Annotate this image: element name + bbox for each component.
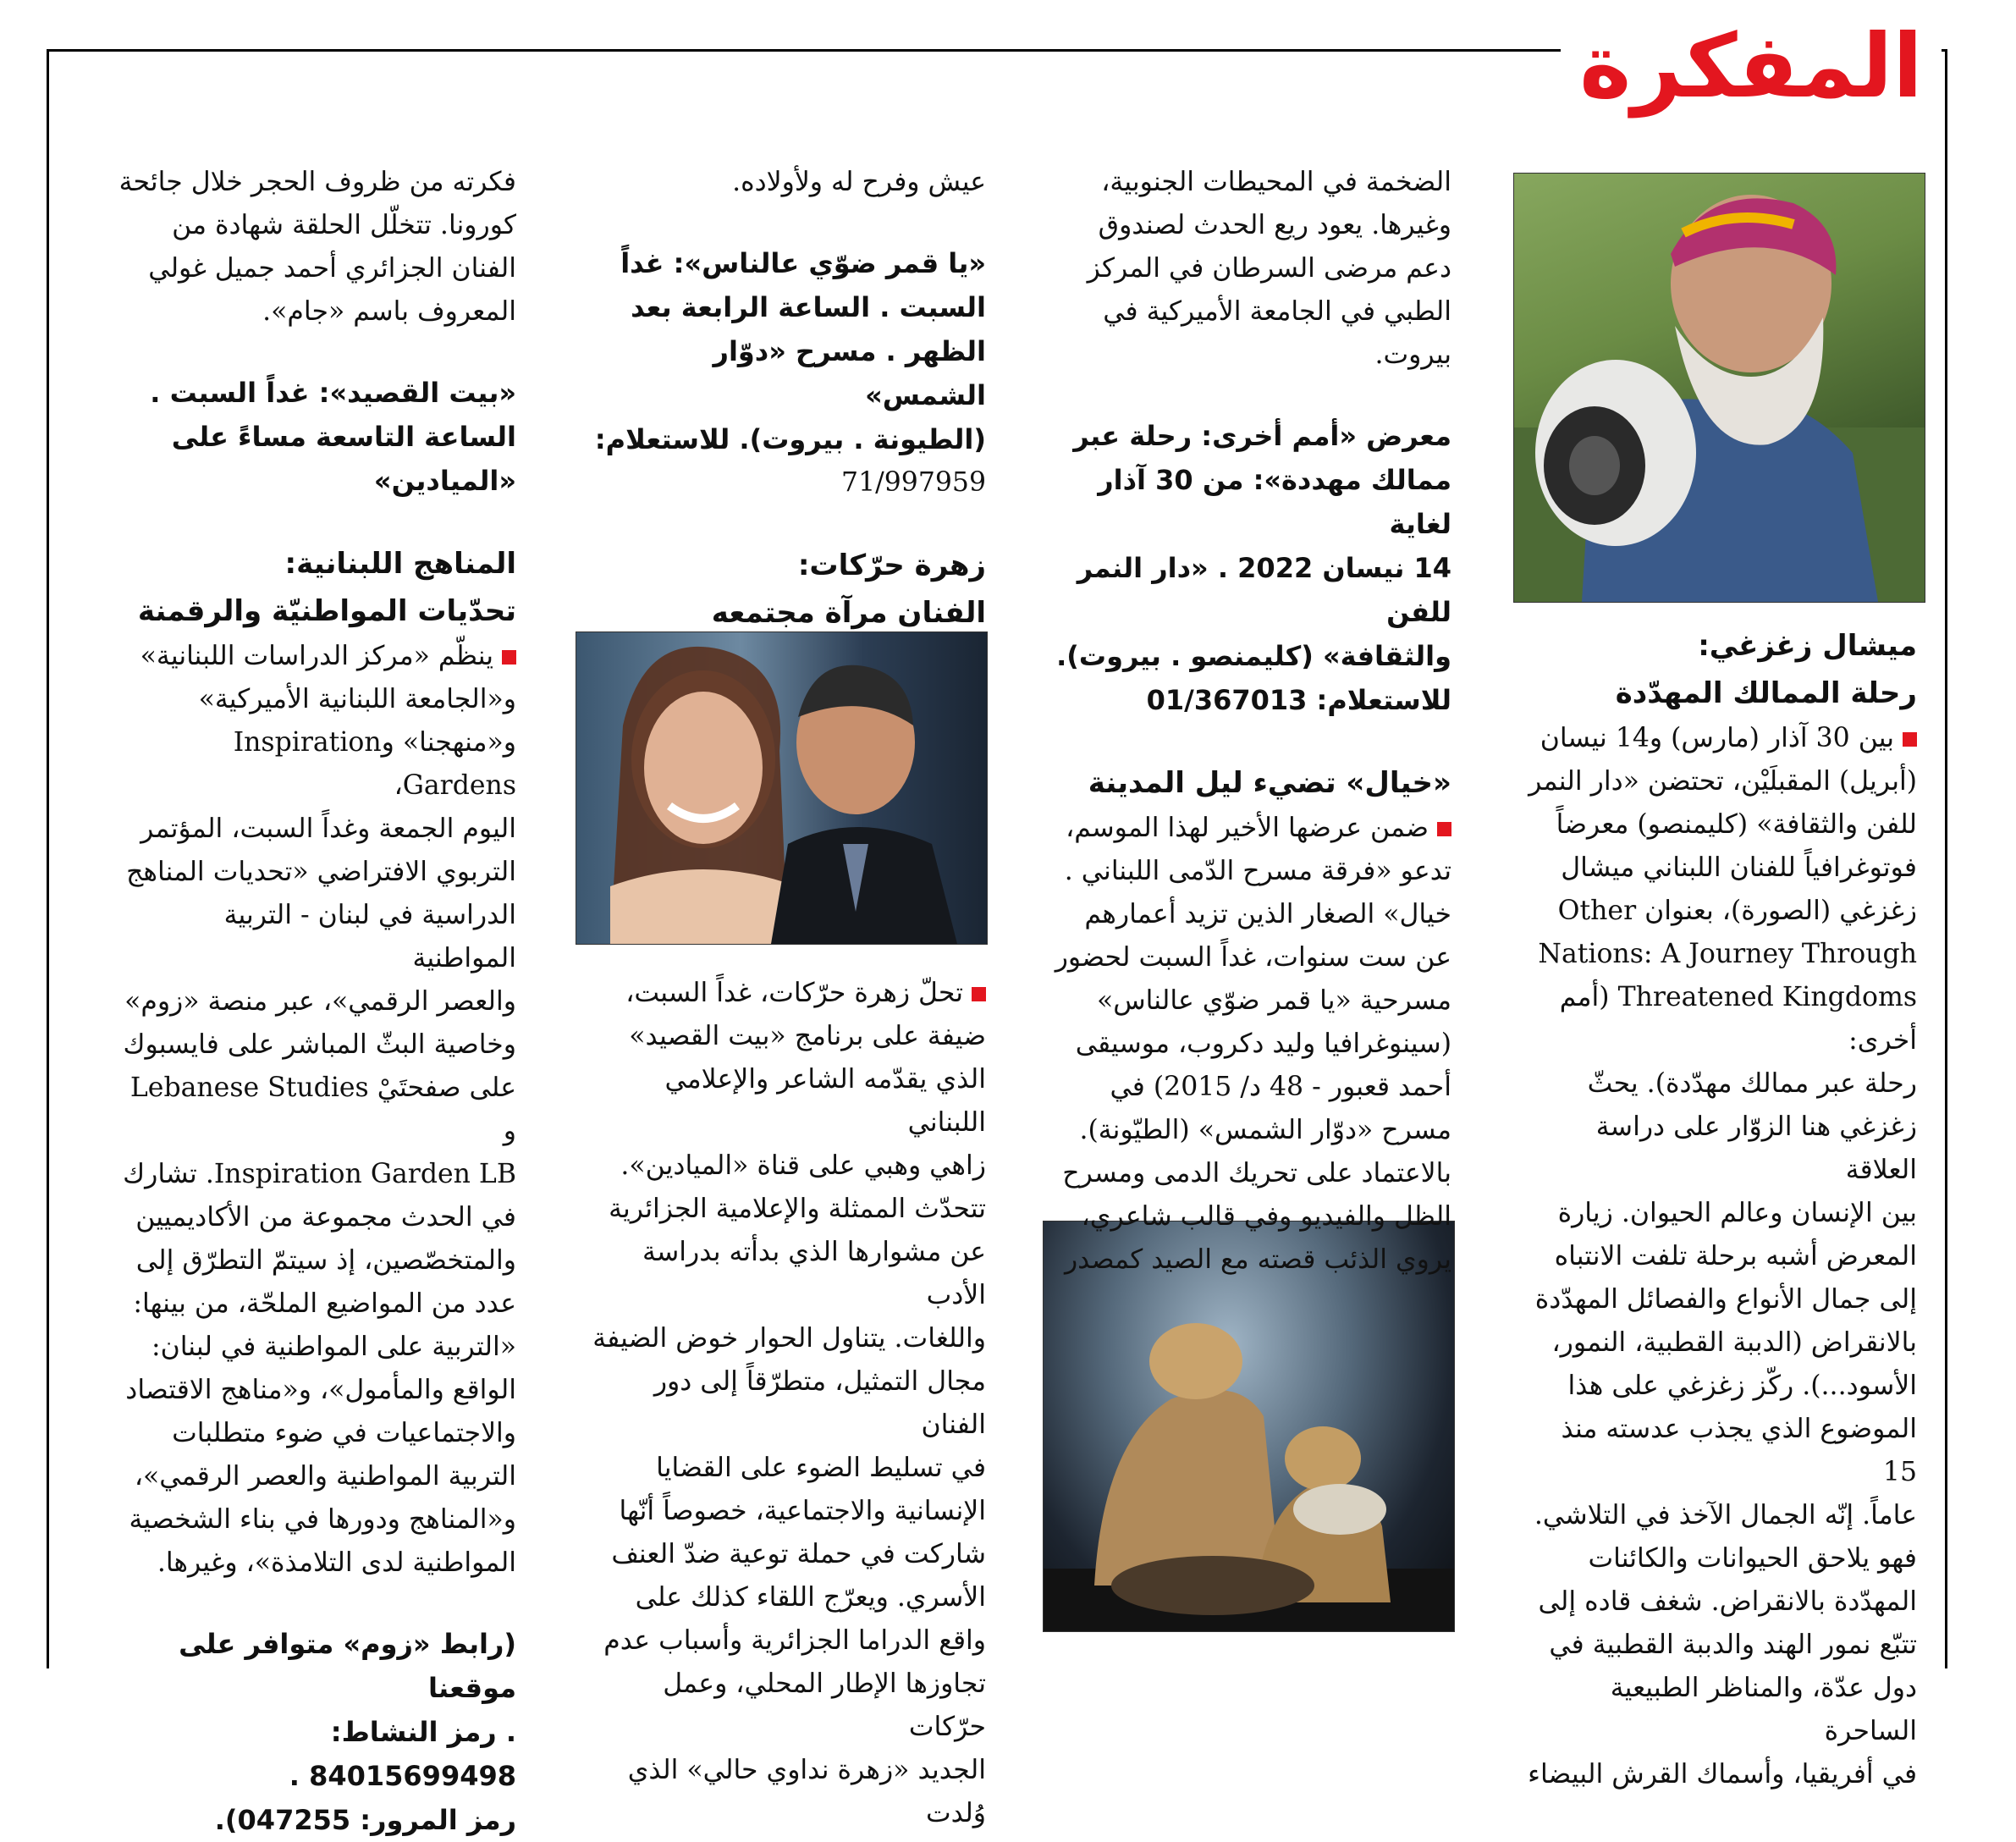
body-line: ينظّم «مركز الدراسات اللبنانية» (118, 635, 516, 678)
body-line: Threatened Kingdoms (أمم أخرى: (1559, 982, 1917, 1056)
body-line: زاهي وهبي على قناة «الميادين». (620, 1150, 986, 1181)
bullet-square-icon (1437, 822, 1451, 836)
body-line: عن مشوارها الذي بدأته بدراسة الأدب (642, 1237, 986, 1310)
photo-zahra-harkat (576, 631, 988, 945)
column-michel (1519, 622, 1917, 1796)
body-line: اليوم الجمعة وغداً السبت، المؤتمر (140, 813, 516, 844)
body-line: الدراسية في لبنان - التربية المواطنية (223, 900, 516, 973)
body-line: واللغات. يتناول الحوار خوض الضيفة (592, 1323, 986, 1354)
body-line: شاركت في حملة توعية ضدّ العنف (611, 1539, 986, 1569)
event-info-line: معرض «أمم أخرى: رحلة عبر (1073, 420, 1451, 452)
article-title-curricula-2: تحدّيات المواطنيّة والرقمنة (137, 594, 516, 628)
footer-info-line: (رابط «زوم» متوافر على موقعنا (179, 1628, 516, 1704)
body-line: التربوي الافتراضي «تحديات المناهج (126, 857, 516, 887)
body-line: تتحدّث الممثلة والإعلامية الجزائرية (609, 1194, 986, 1224)
body-line: الفنان الجزائري أحمد جميل غولي (148, 253, 516, 284)
body-line: مسرح «دوّار الشمس» (الطيّونة). (1079, 1115, 1451, 1145)
masthead-title: المفكرة (1579, 14, 1923, 118)
event-info-line: 14 نيسان 2022 . «دار النمر للفن (1077, 552, 1451, 628)
event-info-line: للاستعلام: 01/367013 (1146, 684, 1451, 716)
body-line: عيش وفرح له ولأولاده. (732, 167, 986, 197)
body-line: والعصر الرقمي»، عبر منصة «زوم» (124, 986, 516, 1017)
body-line: بالاعتماد على تحريك الدمى ومسرح (1062, 1158, 1451, 1188)
body-line: الضخمة في المحيطات الجنوبية، (1101, 167, 1451, 197)
body-line: زغزغي (الصورة)، بعنوان Other (1557, 896, 1917, 926)
bullet-square-icon (1903, 732, 1917, 747)
event-info-line: 71/997959 (841, 467, 986, 498)
body-line: و«المناهج ودورها في بناء الشخصية (129, 1504, 516, 1535)
body-line: إلى جمال الأنواع والفصائل المهدّدة (1534, 1284, 1917, 1315)
body-line: المهدّدة بالانقراض. شغف قاده إلى (1538, 1586, 1917, 1617)
body-line: تحلّ زهرة حرّكات، غداً السبت، (588, 972, 986, 1015)
photo-puppet-show (1043, 1221, 1455, 1632)
body-line: دول عدّة، والمناظر الطبيعية الساحرة (1610, 1673, 1917, 1746)
column-zahra (588, 161, 986, 637)
body-line: تجاوزها الإطار المحلي، وعمل حرّكات (663, 1668, 986, 1742)
event-info-line: «بيت القصيد»: غداً السبت . (150, 377, 516, 409)
event-info-line: ممالك مهددة»: من 30 آذار لغاية (1098, 464, 1451, 540)
body-line: وخاصية البثّ المباشر على فايسبوك (123, 1029, 516, 1060)
footer-info-line: رمز المرور: 047255). (214, 1804, 516, 1836)
body-line: ضمن عرضها الأخير لهذا الموسم، (1054, 807, 1451, 850)
body-line: مجال التمثيل، متطرّقاً إلى دور الفنان (653, 1366, 986, 1440)
body-line: والاجتماعيات في ضوء متطلبات (172, 1418, 516, 1448)
bullet-square-icon (502, 650, 516, 665)
body-line: زغزغي هنا الزوّار على دراسة العلاقة (1595, 1111, 1917, 1185)
masthead (1561, 15, 1942, 117)
body-line: و«منهجنا» وInspiration Gardens، (233, 727, 516, 801)
body-line: عاماً. إنّه الجمال الآخذ في التلاشي. (1534, 1500, 1917, 1530)
event-info-line: (الطيونة . بيروت). للاستعلام: (594, 423, 986, 455)
body-line: بالانقراض (الدببة القطبية، النمور، (1551, 1327, 1917, 1358)
body-line: المواطنية لدى التلامذة»، وغيرها. (157, 1547, 516, 1578)
body-line: أحمد قعبور - 48 د/ 2015) في (1110, 1072, 1451, 1102)
body-line: (أبريل) المقبلَيْن، تحتضن «دار النمر (1529, 766, 1917, 797)
body-line: فهو يلاحق الحيوانات والكائنات (1588, 1543, 1917, 1574)
body-line: «التربية على المواطنية في لبنان: (151, 1332, 516, 1362)
body-line: واقع الدراما الجزائرية وأسباب عدم (603, 1625, 986, 1656)
body-line: الأسود...). ركّز زغزغي على هذا (1567, 1370, 1917, 1401)
photo-michel-zoghzoghi (1513, 173, 1925, 603)
body-line: بيروت. (1374, 339, 1451, 370)
body-line: خيال» الصغار الذين تزيد أعمارهم (1084, 899, 1451, 929)
article-title-zahra-1: زهرة حرّكات: (797, 549, 986, 582)
body-line: بين 30 آذار (مارس) و14 نيسان (1519, 717, 1917, 760)
body-line: Nations: A Journey Through (1538, 939, 1917, 969)
event-info-line: والثقافة» (كليمنصو . بيروت). (1056, 640, 1451, 672)
body-line: عن ست سنوات، غداً السبت لحضور (1055, 942, 1451, 973)
column-khayal (1054, 161, 1451, 1282)
body-line: التربية المواطنية والعصر الرقمي»، (134, 1461, 516, 1492)
body-line: على صفحتَيْ Lebanese Studies و (129, 1073, 516, 1146)
body-line: Inspiration Garden LB. تشارك (123, 1159, 516, 1189)
event-info-line: «الميادين» (373, 465, 516, 497)
body-line: فوتوغرافياً للفنان اللبناني ميشال (1561, 852, 1917, 883)
event-info-line: الظهر . مسرح «دوّار الشمس» (713, 335, 986, 411)
body-line: الجديد «زهرة نداوي حالي» الذي وُلدت (627, 1755, 986, 1828)
body-line: ضيفة على برنامج «بيت القصيد» (629, 1021, 986, 1051)
body-line: دعم مرضى السرطان في المركز (1087, 253, 1451, 284)
body-line: بين الإنسان وعالم الحيوان. زيارة (1557, 1198, 1917, 1228)
body-line: عدد من المواضيع الملحّة، من بينها: (133, 1288, 516, 1319)
article-title-zahra-2: الفنان مرآة مجتمعه (711, 596, 986, 630)
body-line: كورونا. تتخلّل الحلقة شهادة من (172, 210, 516, 240)
body-line: رحلة عبر ممالك مهدّدة). يحثّ (1587, 1068, 1917, 1099)
body-line: الإنسانية والاجتماعية، خصوصاً أنّها (619, 1496, 986, 1526)
article-title-michel-1: ميشال زغزغي: (1698, 629, 1917, 663)
body-line: المعروف باسم «جام». (262, 296, 516, 327)
body-line: تتبّع نمور الهند والدببة القطبية في (1549, 1630, 1917, 1660)
body-line: الذي يقدّمه الشاعر والإعلامي اللبناني (664, 1064, 986, 1138)
body-line: الموضوع الذي يجذب عدسته منذ 15 (1561, 1414, 1917, 1487)
body-line: الطبي في الجامعة الأميركية في (1103, 296, 1451, 327)
event-info-line: الساعة التاسعة مساءً على (171, 421, 516, 453)
body-line: والمتخصّصين، إذ سيتمّ التطرّق إلى (135, 1245, 516, 1276)
body-line: و«الجامعة اللبنانية الأميركية» (198, 684, 516, 714)
body-line: في تسليط الضوء على القضايا (656, 1453, 986, 1483)
body-line: للفن والثقافة» (كليمنصو) معرضاً (1556, 809, 1917, 840)
footer-info-line: . رمز النشاط: 84015699498 . (289, 1716, 516, 1792)
column-curricula (118, 161, 516, 1842)
body-line: في أفريقيا، وأسماك القرش البيضاء (1528, 1759, 1917, 1790)
event-info-line: السبت . الساعة الرابعة بعد (631, 291, 986, 323)
column-zahra-body (588, 972, 986, 1835)
bullet-square-icon (972, 987, 986, 1001)
event-info-line: «يا قمر ضوّي عالناس»: غداً (620, 247, 986, 279)
body-line: وغيرها. يعود ريع الحدث لصندوق (1098, 210, 1451, 240)
body-line: المعرض أشبه برحلة تلفت الانتباه (1554, 1241, 1917, 1271)
body-line: الظل والفيديو وفي قالب شاعري، (1081, 1201, 1451, 1232)
body-line: في الحدث مجموعة من الأكاديميين (135, 1202, 516, 1233)
body-line: (سينوغرافيا وليد دكروب، موسيقى (1075, 1029, 1451, 1059)
article-title-khayal: «خيال» تضيء ليل المدينة (1088, 766, 1451, 800)
article-title-michel-2: رحلة الممالك المهدّدة (1615, 676, 1917, 710)
article-title-curricula-1: المناهج اللبنانية: (284, 547, 516, 581)
body-line: فكرته من ظروف الحجر خلال جائحة (118, 167, 516, 197)
body-line: يروي الذئب قصته مع الصيد كمصدر (1064, 1244, 1451, 1275)
body-line: تدعو «فرقة مسرح الدّمى اللبناني . (1064, 856, 1451, 886)
body-line: مسرحية «يا قمر ضوّي عالناس» (1096, 985, 1451, 1016)
body-line: الأسري. ويعرّج اللقاء كذلك على (635, 1582, 986, 1613)
body-line: الواقع والمأمول»، و«مناهج الاقتصاد (125, 1375, 516, 1405)
